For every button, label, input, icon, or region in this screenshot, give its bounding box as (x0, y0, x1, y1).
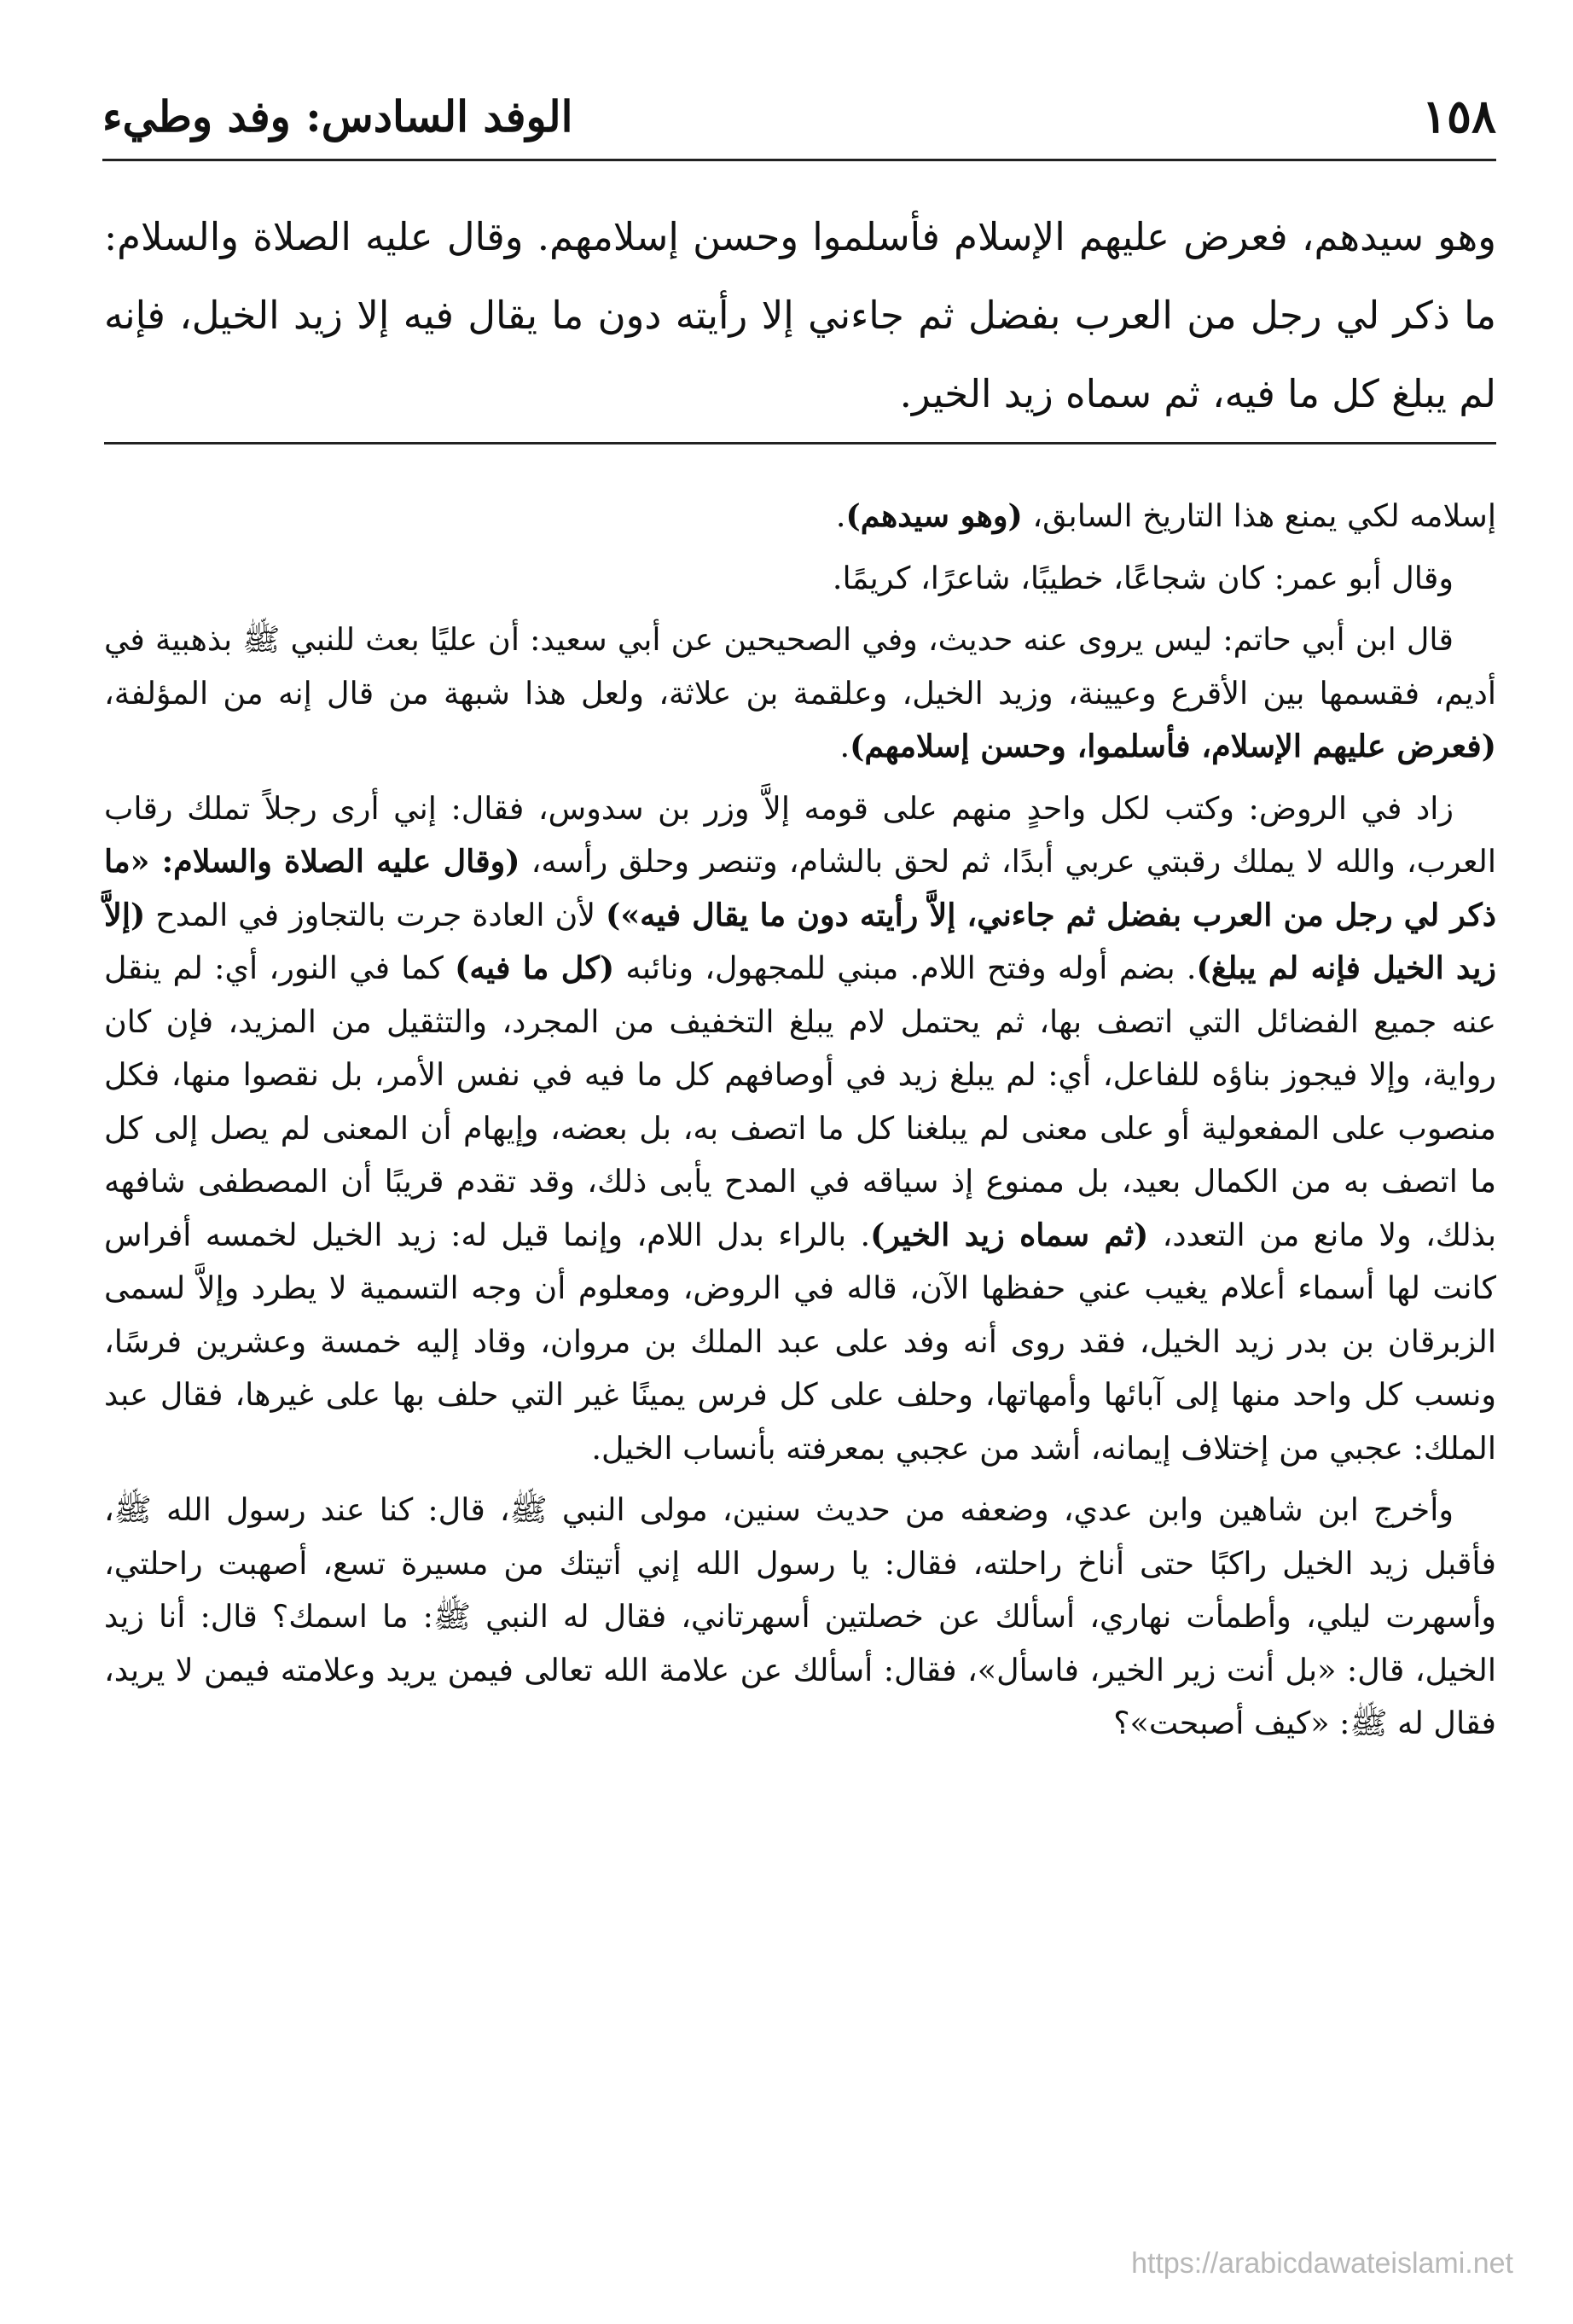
running-title: الوفد السادس: وفد وطيء (102, 90, 573, 142)
commentary (104, 490, 1496, 1759)
p4-quote-d: (إلاَّ زيد الخيل فإنه لم يبلغ) (104, 896, 1496, 986)
commentary-paragraph-5: وأخرج ابن شاهين وابن عدي، وضعفه من حديث سنين، مولى النبي ﷺ، قال: كنا عند رسول الله ﷺ، فأقبل زيد الخيل راكبًا حتى أناخ راحلته، فقال: يا رسول الله إني أتيتك من مسيرة تسع، أصهبت راحلتي، وأسهرت ليلي، وأطمأت نهاري، أسألك عن خصلتين أسهرتاني، فقال له النبي ﷺ: ما اسمك؟ قال: أنا زيد الخيل، قال: «بل أنت زير الخير، فاسأل»، فقال: أسألك عن علامة الله تعالى فيمن يريد وعلامته فيمن لا يريد، فقال له ﷺ: «كيف أصبحت»؟ (104, 1491, 1496, 1741)
page-number: ١٥٨ (1421, 89, 1496, 143)
commentary-paragraph-2: وقال أبو عمر: كان شجاعًا، خطيبًا، شاعرًا، كريمًا. (832, 559, 1454, 596)
p3-end: . (839, 728, 850, 764)
p1-text: إسلامه لكي يمنع هذا التاريخ السابق، (1022, 497, 1496, 534)
p1-end: . (835, 497, 846, 534)
commentary-paragraph-4 (104, 782, 1496, 1476)
section-divider (104, 442, 1496, 444)
watermark-url: https://arabicdawateislami.net (1131, 2247, 1513, 2280)
p3-quote: (فعرض عليهم الإسلام، فأسلموا، وحسن إسلامهم) (850, 728, 1496, 764)
commentary-paragraph-1 (104, 490, 1496, 543)
p4-quote-h: (ثم سماه زيد الخير) (870, 1216, 1149, 1253)
page-header (102, 73, 1496, 161)
p4-text-e: . بضم أوله وفتح اللام. مبني للمجهول، ونائبه (614, 950, 1197, 986)
commentary-paragraph-3 (104, 613, 1496, 774)
matn-text: وهو سيدهم، فعرض عليهم الإسلام فأسلموا وحسن إسلامهم. وقال عليه الصلاة والسلام: ما ذكر لي رجل من العرب بفضل ثم جاءني إلا رأيته دون ما يقال فيه إلا زيد الخيل، فإنه لم يبلغ كل ما فيه، ثم سماه زيد الخير. (104, 214, 1496, 416)
p4-text-a: زاد في الروض: وكتب لكل واحدٍ منهم على قومه إلاَّ وزر بن سدوس، فقال: إني أرى رجلاً تملك رقاب العرب، والله لا يملك رقبتي عربي أبدًا، ثم لحق بالشام، وتنصر وحلق رأسه، (104, 789, 1496, 880)
p1-quote: (وهو سيدهم) (845, 497, 1023, 534)
p4-quote-f: (كل ما فيه) (455, 950, 615, 986)
p3-text: قال ابن أبي حاتم: ليس يروى عنه حديث، وفي الصحيحين عن أبي سعيد: أن عليًا بعث للنبي ﷺ بذهبية في أديم، فقسمها بين الأقرع وعيينة، وزيد الخيل، وعلقمة بن علاثة، ولعل هذا شبهة من قال إنه من المؤلفة، (104, 621, 1496, 712)
p4-text-c: لأن العادة جرت بالتجاوز في المدح (145, 896, 607, 933)
p4-quote-b: (وقال عليه الصلاة والسلام: «ما ذكر لي رجل من العرب بفضل ثم جاءني، إلاَّ رأيته دون ما يقال فيه») (104, 843, 1497, 933)
p4-text-g: كما في النور، أي: لم ينقل عنه جميع الفضائل التي اتصف بها، ثم يحتمل لام يبلغ التخفيف من المجرد، والتثقيل من المزيد، فإن كان رواية، وإلا فيجوز بناؤه للفاعل، أي: لم يبلغ زيد في أوصافهم كل ما فيه في نفس الأمر، بل نقصوا منها، فكل منصوب على المفعولية أو على معنى لم يبلغنا كل ما اتصف به، بل بعضه، وإيهام أن المعنى لم يصل إلى كل ما اتصف به من الكمال بعيد، بل ممنوع إذ سياقه في المدح يأبى ذلك، وقد تقدم قريبًا أن المصطفى شافهه بذلك، ولا مانع من التعدد، (104, 950, 1497, 1253)
p4-text-i: . بالراء بدل اللام، وإنما قيل له: زيد الخيل لخمسه أفراس كانت لها أسماء أعلام يغيب عني حفظها الآن، قاله في الروض، ومعلوم أن وجه التسمية لا يطرد وإلاَّ لسمى الزبرقان بن بدر زيد الخيل، فقد روى أنه وفد على عبد الملك بن مروان، وقاد إليه خمسة وعشرين فرسًا، ونسب كل واحد منها إلى آبائها وأمهاتها، وحلف على كل فرس يمينًا غير التي حلف بها على غيرها، فقال عبد الملك: عجبي من إختلاف إيمانه، أشد من عجبي بمعرفته بأنساب الخيل. (104, 1216, 1496, 1467)
